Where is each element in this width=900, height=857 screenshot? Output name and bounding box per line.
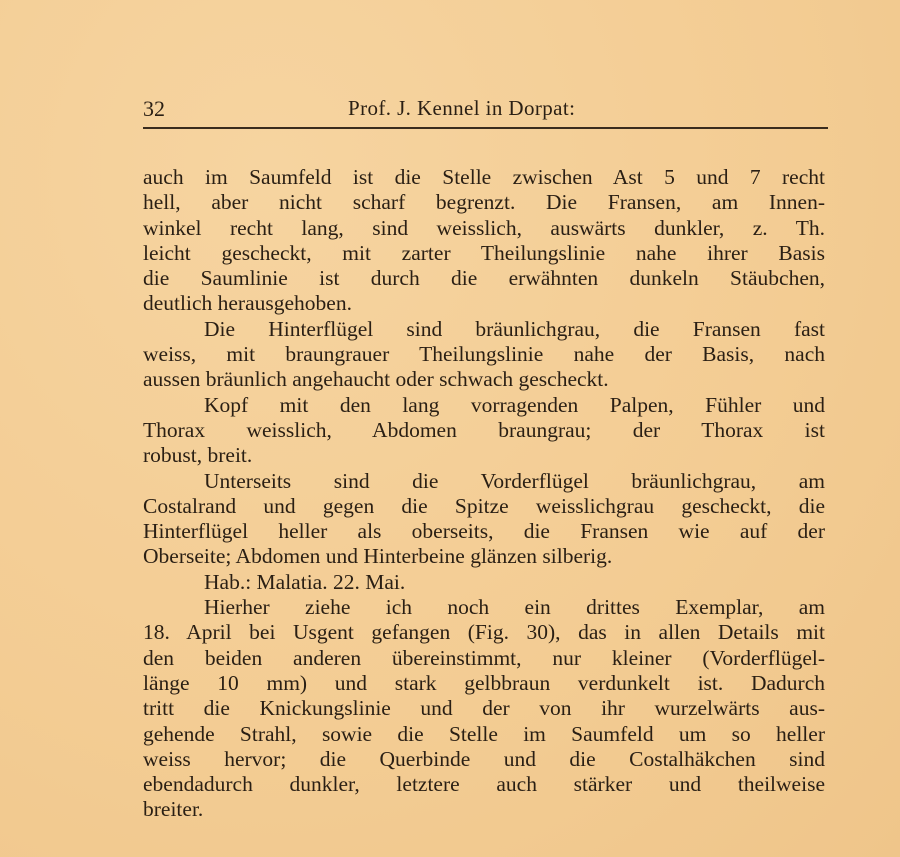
text-line: die Saumlinie ist durch die erwähnten dunkeln Stäubchen, <box>143 266 825 291</box>
header-rule <box>143 127 828 129</box>
text-line: Hinterflügel heller als oberseits, die Fransen wie auf der <box>143 519 825 544</box>
page-number: 32 <box>143 96 165 121</box>
text-line: gehende Strahl, sowie die Stelle im Saumfeld um so heller <box>143 721 825 746</box>
text-line: Hab.: Malatia. 22. Mai. <box>204 569 406 594</box>
text-line: weiss, mit braungrauer Theilungslinie nahe der Basis, nach <box>143 342 825 367</box>
text-line: den beiden anderen übereinstimmt, nur kleiner (Vorderflügel- <box>143 645 825 670</box>
text-line: Thorax weisslich, Abdomen braungrau; der Thorax ist <box>143 417 825 442</box>
text-line: ebendadurch dunkler, letztere auch stärker und theilweise <box>143 772 825 797</box>
text-line: Costalrand und gegen die Spitze weisslichgrau gescheckt, die <box>143 493 825 518</box>
running-head: Prof. J. Kennel in Dorpat: <box>348 96 576 120</box>
body-text <box>143 165 825 823</box>
text-line: weiss hervor; die Querbinde und die Costalhäkchen sind <box>143 746 825 771</box>
text-line: Die Hinterflügel sind bräunlichgrau, die Fransen fast <box>204 316 825 341</box>
page-header <box>143 92 828 132</box>
text-line: auch im Saumfeld ist die Stelle zwischen Ast 5 und 7 recht <box>143 165 825 189</box>
text-line: tritt die Knickungslinie und der von ihr wurzelwärts aus- <box>143 696 825 721</box>
text-line: leicht gescheckt, mit zarter Theilungslinie nahe ihrer Basis <box>143 240 825 265</box>
text-line: Oberseite; Abdomen und Hinterbeine glänzen silberig. <box>143 544 613 569</box>
text-line: deutlich herausgehoben. <box>143 291 352 316</box>
text-line: breiter. <box>143 797 204 822</box>
text-line: robust, breit. <box>143 443 253 468</box>
text-line: 18. April bei Usgent gefangen (Fig. 30), das in allen Details mit <box>143 620 825 645</box>
text-line: aussen bräunlich angehaucht oder schwach gescheckt. <box>143 367 609 392</box>
text-line: winkel recht lang, sind weisslich, auswärts dunkler, z. Th. <box>143 215 825 240</box>
text-line: länge 10 mm) und stark gelbbraun verdunkelt ist. Dadurch <box>143 670 825 695</box>
text-line: hell, aber nicht scharf begrenzt. Die Fransen, am Innen- <box>143 190 825 215</box>
text-line: Kopf mit den lang vorragenden Palpen, Fühler und <box>204 392 825 417</box>
text-line: Hierher ziehe ich noch ein drittes Exemplar, am <box>204 595 825 620</box>
text-line: Unterseits sind die Vorderflügel bräunlichgrau, am <box>204 468 825 493</box>
